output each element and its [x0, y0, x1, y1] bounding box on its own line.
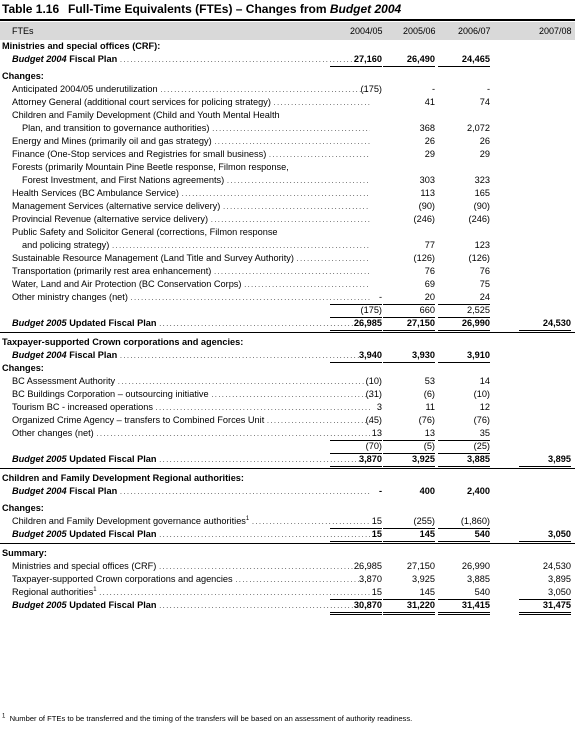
footnote-mark: 1 — [2, 713, 6, 720]
row-label: Budget 2004 Fiscal Plan . . . — [12, 485, 370, 499]
cell-value: (6) — [423, 389, 435, 399]
cell-value: (76) — [418, 415, 435, 425]
table-row — [0, 573, 575, 586]
cell-value: 76 — [424, 266, 435, 276]
cell-value: 13 — [383, 427, 435, 441]
row-label: Ministries and special offices (CRF): — [2, 41, 161, 51]
cell-value: 323 — [474, 175, 490, 185]
table-row — [0, 401, 575, 414]
cell-value: 3,895 — [548, 574, 571, 584]
cell-value: - — [330, 291, 382, 305]
row-label: Budget 2005 Updated Fiscal Plan . . . — [12, 528, 370, 542]
row-label: and policing strategy) . . . — [22, 239, 370, 253]
cell-value: 76 — [479, 266, 490, 276]
row-label: Children and Family Development Regional authorities: — [2, 473, 244, 483]
footnote-text: Number of FTEs to be transferred and the timing of the transfers will be based on an assessment of authority readiness. — [9, 714, 413, 723]
cell-value: - — [486, 84, 490, 94]
cell-value: (76) — [473, 415, 490, 425]
table-row — [0, 375, 575, 388]
header-year-2006: 2006/07 — [458, 26, 491, 36]
cell-value: 3,870 — [359, 574, 382, 584]
row-label: Children and Family Development (Child and Youth Mental Health — [12, 110, 280, 120]
cell-value: 3,050 — [519, 528, 571, 544]
row-label: Organized Crime Agency – transfers to Combined Forces Unit . . . — [12, 414, 370, 428]
table-row — [0, 502, 575, 515]
cell-value: 3,940 — [330, 349, 382, 363]
table-row — [0, 83, 575, 96]
row-label — [2, 440, 370, 453]
row-label: Changes: — [2, 503, 44, 513]
cell-value: 31,220 — [383, 599, 435, 615]
cell-value: 11 — [425, 402, 435, 412]
table-row — [0, 53, 575, 66]
cell-value: (25) — [438, 440, 490, 454]
cell-value: 29 — [479, 149, 490, 159]
cell-value: (126) — [413, 253, 435, 263]
cell-value: 540 — [438, 528, 490, 544]
cell-value: 26 — [479, 136, 490, 146]
row-label: BC Assessment Authority . . . — [12, 375, 370, 389]
table-row — [0, 70, 575, 83]
cell-value: 53 — [424, 376, 435, 386]
table-row — [0, 362, 575, 375]
table-row — [0, 161, 575, 174]
table-row — [0, 317, 575, 330]
table-row — [0, 528, 575, 541]
cell-value: 26,985 — [330, 317, 382, 333]
table-row — [0, 515, 575, 528]
cell-value: - — [378, 486, 382, 496]
cell-value: 3,930 — [383, 349, 435, 363]
cell-value: (175) — [330, 304, 382, 318]
row-label: Budget 2005 Updated Fiscal Plan . . . — [12, 317, 370, 331]
row-label: Finance (One-Stop services and Registries for small business) . . . — [12, 148, 370, 162]
row-label: Changes: — [2, 363, 44, 373]
table-title — [2, 1, 573, 17]
table-row — [0, 122, 575, 135]
cell-value: 74 — [479, 97, 490, 107]
cell-value: 27,160 — [330, 53, 382, 67]
table-row — [0, 599, 575, 612]
cell-value: 368 — [419, 123, 435, 133]
table-row — [0, 472, 575, 485]
cell-value: (5) — [383, 440, 435, 454]
cell-value: 3,925 — [383, 453, 435, 469]
row-label: Attorney General (additional court services for policing strategy) . . . — [12, 96, 370, 110]
cell-value: 3,870 — [330, 453, 382, 469]
row-label: Transportation (primarily rest area enhancement) . . . — [12, 265, 370, 279]
table-row — [0, 239, 575, 252]
row-label: Changes: — [2, 71, 44, 81]
row-label — [2, 304, 370, 317]
table-row — [0, 226, 575, 239]
table-row — [0, 213, 575, 226]
row-label: Budget 2004 Fiscal Plan . . . — [12, 53, 370, 67]
table-row — [0, 485, 575, 498]
row-label: Ministries and special offices (CRF) . . . — [12, 560, 370, 574]
cell-value: 3,895 — [519, 453, 571, 469]
top-rule — [0, 19, 575, 21]
cell-value: 123 — [474, 240, 490, 250]
table-row — [0, 265, 575, 278]
row-label: Children and Family Development governance authorities$^1$ . . . — [12, 515, 370, 529]
cell-value: 24 — [438, 291, 490, 305]
cell-value: 2,525 — [438, 304, 490, 318]
header-label: FTEs — [12, 26, 34, 36]
cell-value: 27,150 — [406, 561, 435, 571]
row-label: Plan, and transition to governance authorities) . . . — [22, 122, 370, 136]
table-row — [0, 336, 575, 349]
cell-value: 145 — [383, 586, 435, 600]
header-year-2007: 2007/08 — [539, 26, 572, 36]
cell-value: 400 — [419, 486, 435, 496]
cell-value: 145 — [383, 528, 435, 544]
table-row — [0, 109, 575, 122]
table-row — [0, 427, 575, 440]
cell-value: (126) — [468, 253, 490, 263]
row-label: Sustainable Resource Management (Land Title and Survey Authority) . . . — [12, 252, 370, 266]
cell-value: 24,465 — [438, 53, 490, 67]
row-label: Management Services (alternative service delivery) . . . — [12, 200, 370, 214]
cell-value: 660 — [383, 304, 435, 318]
cell-value: 3 — [376, 402, 382, 412]
row-label: Budget 2005 Updated Fiscal Plan . . . — [12, 599, 370, 613]
table-body — [0, 40, 575, 612]
table-row — [0, 349, 575, 362]
cell-value: 26,490 — [383, 53, 435, 67]
cell-value: 13 — [330, 427, 382, 441]
header-year-2004: 2004/05 — [350, 26, 383, 36]
cell-value: 26,990 — [461, 561, 490, 571]
row-label: Public Safety and Solicitor General (corrections, Filmon response — [12, 227, 278, 237]
table-row — [0, 304, 575, 317]
cell-value: 35 — [438, 427, 490, 441]
table-row — [0, 560, 575, 573]
cell-value: 14 — [479, 376, 490, 386]
row-label: Taxpayer-supported Crown corporations and agencies . . . — [12, 573, 370, 587]
cell-value: (1,860) — [438, 515, 490, 529]
cell-value: 41 — [424, 97, 435, 107]
row-label: Taxpayer-supported Crown corporations and agencies: — [2, 337, 244, 347]
row-label: Other ministry changes (net) . . . — [12, 291, 370, 305]
table-number: Table 1.16 — [2, 2, 60, 16]
cell-value: (255) — [383, 515, 435, 529]
row-label: Forests (primarily Mountain Pine Beetle response, Filmon response, — [12, 162, 289, 172]
cell-value: 30,870 — [330, 599, 382, 615]
header-year-2005: 2005/06 — [403, 26, 436, 36]
row-label: Provincial Revenue (alternative service delivery) . . . — [12, 213, 370, 227]
cell-value: (10) — [365, 376, 382, 386]
cell-value: 303 — [419, 175, 435, 185]
cell-value: 26,985 — [353, 561, 382, 571]
table-title-text: Full-Time Equivalents (FTEs) – Changes from — [68, 2, 330, 16]
cell-value: 2,400 — [467, 486, 490, 496]
cell-value: 3,885 — [467, 574, 490, 584]
table-row — [0, 187, 575, 200]
cell-value: (246) — [413, 214, 435, 224]
cell-value: 24,530 — [542, 561, 571, 571]
table-row — [0, 96, 575, 109]
cell-value: (10) — [473, 389, 490, 399]
cell-value: 3,925 — [412, 574, 435, 584]
cell-value: 24,530 — [519, 317, 571, 333]
row-label: Summary: — [2, 548, 47, 558]
cell-value: - — [431, 84, 435, 94]
row-label: Budget 2005 Updated Fiscal Plan . . . — [12, 453, 370, 467]
table-row — [0, 586, 575, 599]
cell-value: (246) — [468, 214, 490, 224]
cell-value: 27,150 — [383, 317, 435, 333]
cell-value: 75 — [479, 279, 490, 289]
row-label: Forest Investment, and First Nations agreements) . . . — [22, 174, 370, 188]
table-row — [0, 547, 575, 560]
table-row — [0, 453, 575, 466]
cell-value: 540 — [438, 586, 490, 600]
cell-value: 26,990 — [438, 317, 490, 333]
row-label: Energy and Mines (primarily oil and gas strategy) . . . — [12, 135, 370, 149]
cell-value: 69 — [424, 279, 435, 289]
table-row — [0, 148, 575, 161]
cell-value: (175) — [360, 84, 382, 94]
cell-value: 77 — [424, 240, 435, 250]
cell-value: 31,475 — [519, 599, 571, 615]
cell-value: 15 — [330, 515, 382, 529]
table-row — [0, 40, 575, 53]
table-row — [0, 291, 575, 304]
row-label: Budget 2004 Fiscal Plan . . . — [12, 349, 370, 363]
table-row — [0, 278, 575, 291]
cell-value: (45) — [365, 415, 382, 425]
row-label: Regional authorities$^1$ . . . — [12, 586, 370, 600]
table-title-italic: Budget 2004 — [329, 2, 402, 16]
table-row — [0, 174, 575, 187]
cell-value: (90) — [418, 201, 435, 211]
cell-value: 2,072 — [467, 123, 490, 133]
cell-value: 113 — [420, 188, 435, 198]
table-row — [0, 414, 575, 427]
table-row — [0, 135, 575, 148]
cell-value: 15 — [330, 528, 382, 544]
row-label: BC Buildings Corporation – outsourcing initiative . . . — [12, 388, 370, 402]
cell-value: 31,415 — [438, 599, 490, 615]
table-row — [0, 440, 575, 453]
column-header — [0, 22, 575, 40]
cell-value: 3,050 — [519, 586, 571, 600]
row-label: Health Services (BC Ambulance Service) . . . — [12, 187, 370, 201]
cell-value: 29 — [424, 149, 435, 159]
cell-value: 3,885 — [438, 453, 490, 469]
cell-value: 3,910 — [438, 349, 490, 363]
cell-value: 20 — [383, 291, 435, 305]
row-label: Anticipated 2004/05 underutilization . . . — [12, 83, 370, 97]
table-row — [0, 252, 575, 265]
table-row — [0, 200, 575, 213]
cell-value: (31) — [365, 389, 382, 399]
row-label: Tourism BC - increased operations . . . — [12, 401, 370, 415]
table-row — [0, 388, 575, 401]
cell-value: (70) — [330, 440, 382, 454]
cell-value: 12 — [479, 402, 490, 412]
cell-value: 15 — [330, 586, 382, 600]
cell-value: 26 — [424, 136, 435, 146]
row-label: Water, Land and Air Protection (BC Conservation Corps) . . . — [12, 278, 370, 292]
cell-value: (90) — [473, 201, 490, 211]
cell-value: 165 — [474, 188, 490, 198]
footnote — [2, 714, 412, 723]
row-label: Other changes (net) . . . — [12, 427, 370, 441]
